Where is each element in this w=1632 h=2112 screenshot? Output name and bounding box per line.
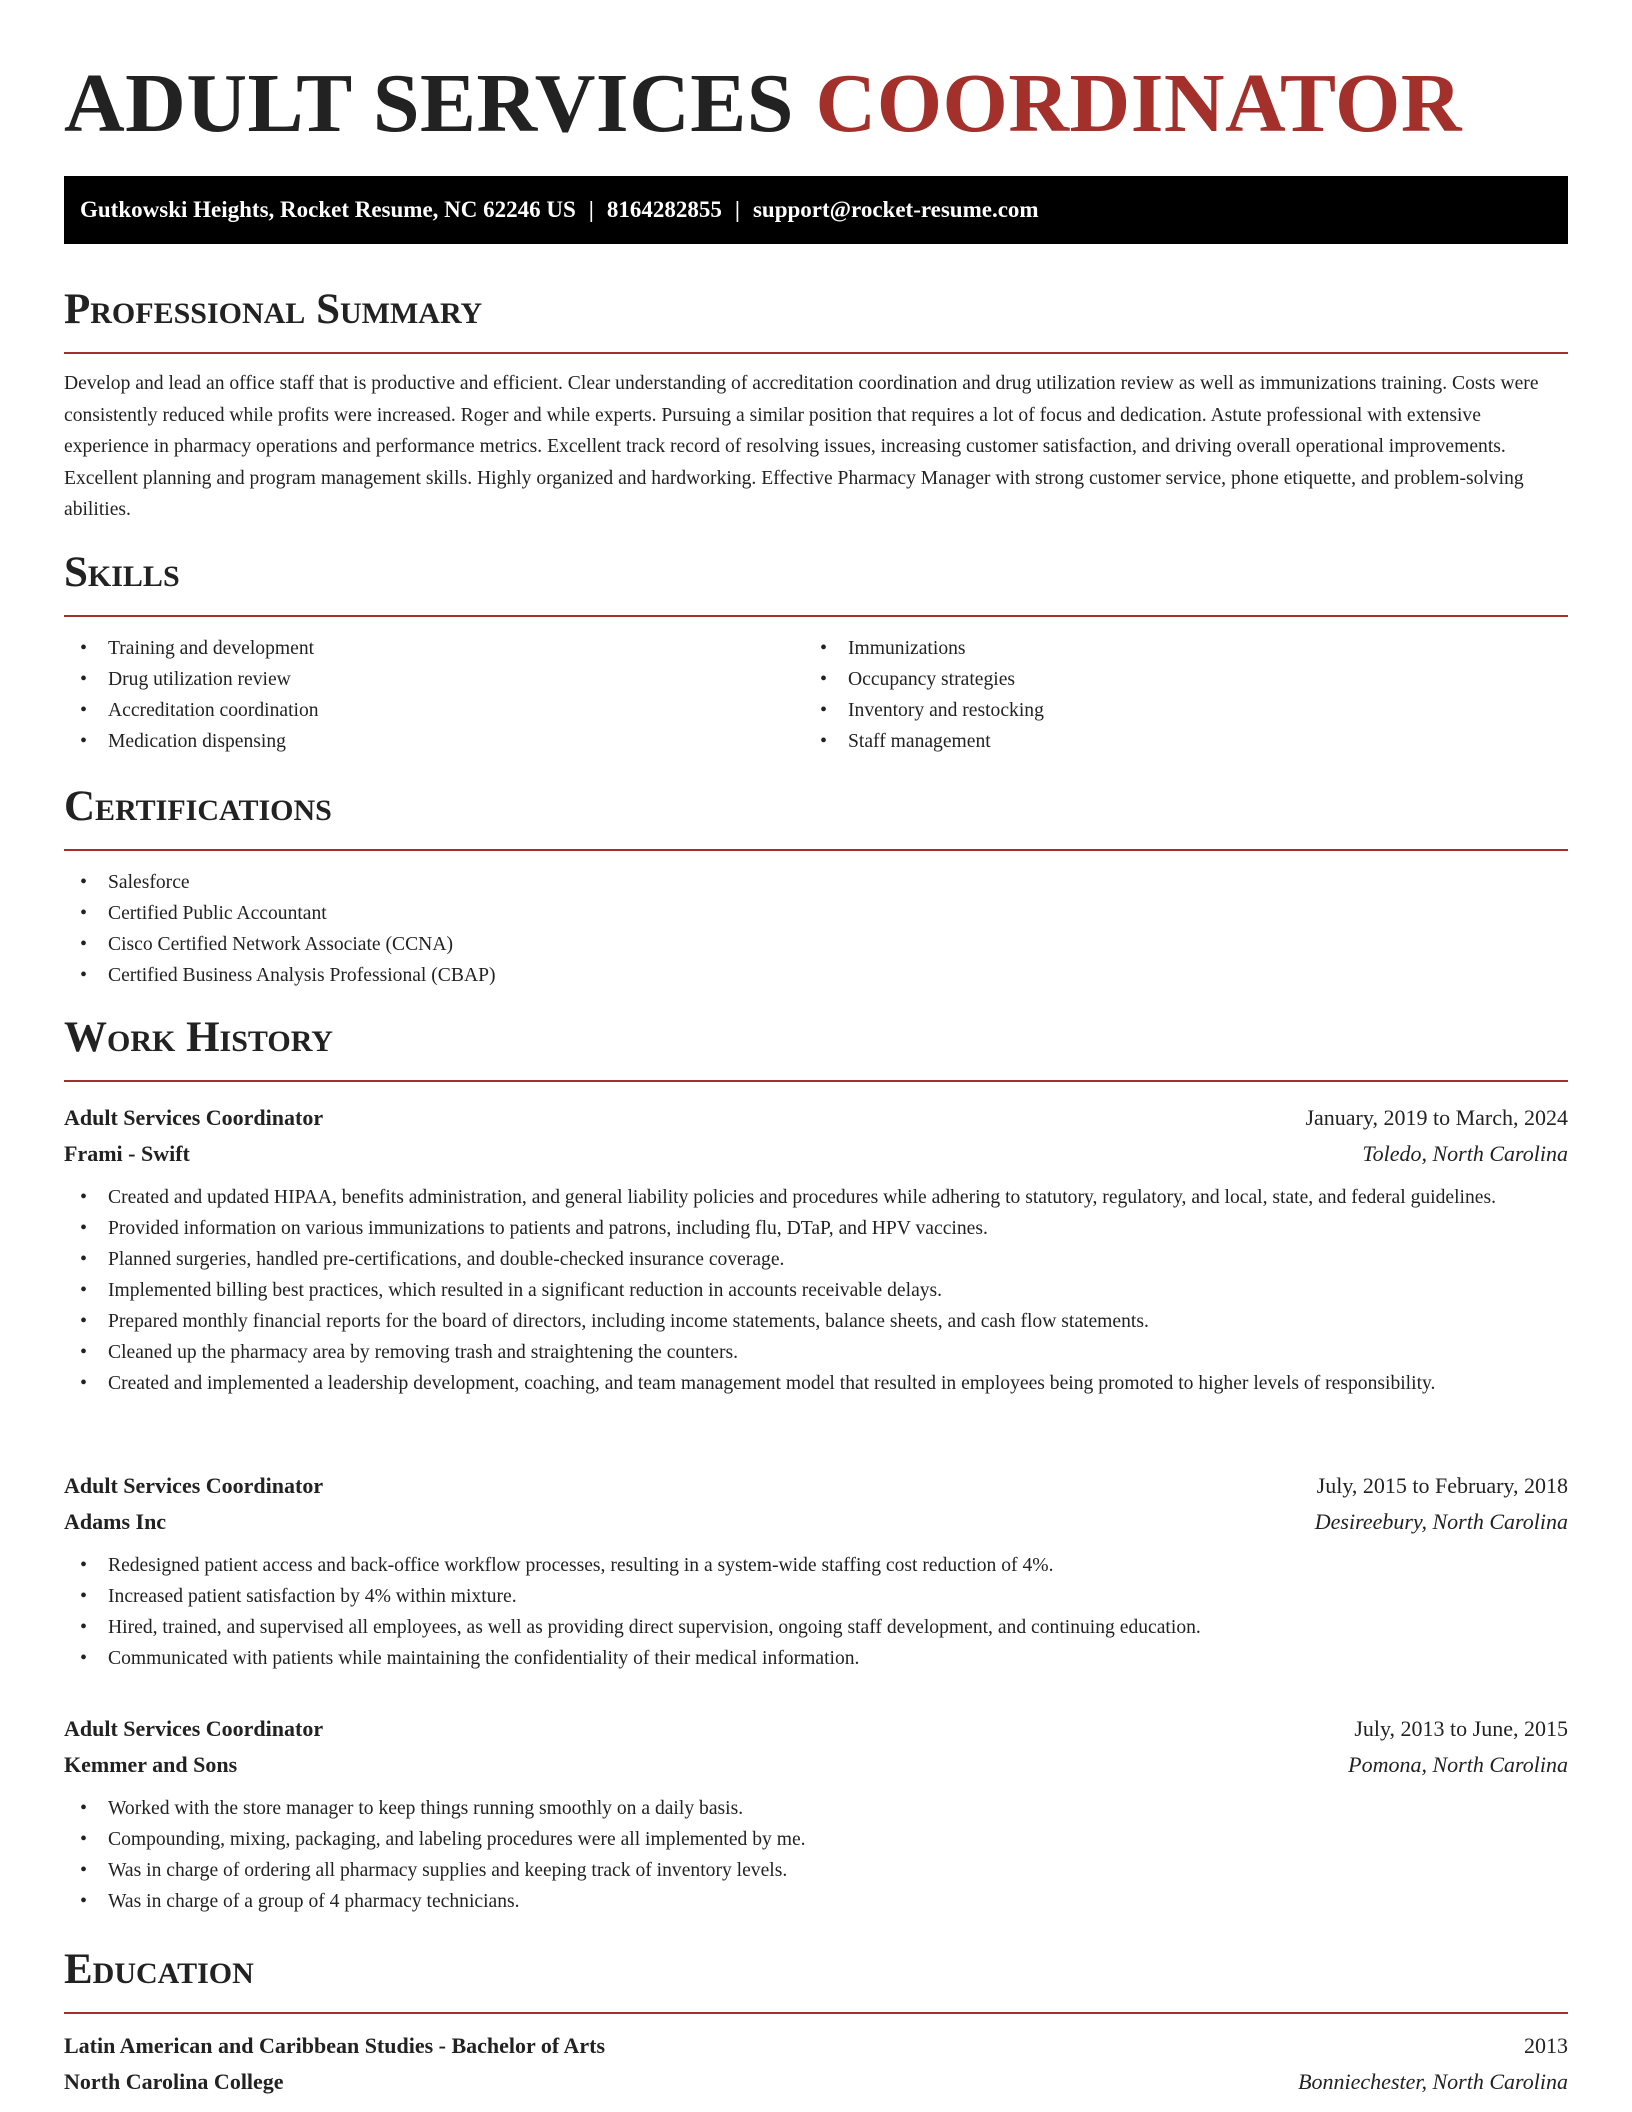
job-dates: July, 2013 to June, 2015 (1354, 1716, 1568, 1741)
job-entry (64, 1100, 1568, 1399)
skill-item: • Training and development (64, 633, 804, 664)
work-history-section (64, 1010, 1568, 1082)
contact-phone: 8164282855 (606, 197, 722, 222)
skill-item: • Medication dispensing (64, 726, 804, 757)
job-header-row (64, 1100, 1568, 1136)
section-divider (64, 849, 1568, 851)
certification-item: • Cisco Certified Network Associate (CCNA) (64, 929, 1568, 960)
job-bullet: • Created and updated HIPAA, benefits administration, and general liability policies and procedures while adhering to statutory, regulatory, and local, state, and federal guidelines. (64, 1182, 1568, 1213)
contact-email: support@rocket-resume.com (752, 197, 1039, 222)
education-subheader-row (64, 2064, 1568, 2100)
job-subheader-row (64, 1504, 1568, 1540)
certification-item: • Certified Business Analysis Professional (CBAP) (64, 960, 1568, 991)
summary-text: Develop and lead an office staff that is productive and efficient. Clear understanding of accreditation coordination and drug utilization review as well as immunizations training. Costs were consistently reduced while profits were increased. Roger and while experts. Pursuing a similar position that requires a lot of focus and dedication. Astute professional with extensive experience in pharmacy operations and performance metrics. Excellent track record of resolving issues, increasing customer satisfaction, and driving overall operational improvements. Excellent planning and program management skills. Highly organized and hardworking. Effective Pharmacy Manager with strong customer service, phone etiquette, and problem-solving abilities. (64, 373, 1539, 520)
skills-list-left (64, 633, 804, 757)
education-header-row (64, 2028, 1568, 2064)
job-bullet: • Communicated with patients while maintaining the confidentiality of their medical information. (64, 1643, 1568, 1674)
job-bullet: • Redesigned patient access and back-office workflow processes, resulting in a system-wide staffing cost reduction of 4%. (64, 1550, 1568, 1581)
job-dates: July, 2015 to February, 2018 (1316, 1473, 1568, 1498)
section-divider (64, 1080, 1568, 1082)
job-bullet: • Prepared monthly financial reports for the board of directors, including income statements, balance sheets, and cash flow statements. (64, 1306, 1568, 1337)
skill-item: • Drug utilization review (64, 664, 804, 695)
skill-item: • Accreditation coordination (64, 695, 804, 726)
job-bullet: • Worked with the store manager to keep things running smoothly on a daily basis. (64, 1793, 1568, 1824)
job-location: Toledo, North Carolina (1362, 1141, 1568, 1166)
education-entry (64, 2028, 1568, 2100)
section-heading: Certifications (64, 783, 332, 830)
skills-list-right (804, 633, 1544, 757)
certification-item: • Salesforce (64, 867, 1568, 898)
title-accent: COORDINATOR (815, 57, 1462, 150)
job-location: Desireebury, North Carolina (1314, 1509, 1568, 1534)
section-divider (64, 2012, 1568, 2014)
job-bullet-list (64, 1793, 1568, 1917)
job-bullet: • Increased patient satisfaction by 4% within mixture. (64, 1581, 1568, 1612)
job-bullet: • Implemented billing best practices, which resulted in a significant reduction in accounts receivable delays. (64, 1275, 1568, 1306)
education-location: Bonniechester, North Carolina (1298, 2069, 1568, 2094)
job-subheader-row (64, 1747, 1568, 1783)
job-bullet: • Cleaned up the pharmacy area by removing trash and straightening the counters. (64, 1337, 1568, 1368)
certifications-section (64, 779, 1568, 991)
skills-section (64, 545, 1568, 757)
section-divider (64, 352, 1568, 354)
education-section (64, 1942, 1568, 2100)
skill-item: • Inventory and restocking (804, 695, 1544, 726)
summary-section (64, 282, 1568, 526)
contact-bar (64, 176, 1568, 244)
section-heading: Work History (64, 1014, 333, 1061)
job-bullet: • Created and implemented a leadership development, coaching, and team management model that resulted in employees being promoted to higher levels of responsibility. (64, 1368, 1568, 1399)
education-year: 2013 (1524, 2033, 1568, 2058)
job-bullet: • Was in charge of ordering all pharmacy supplies and keeping track of inventory levels. (64, 1855, 1568, 1886)
job-company: Frami - Swift (64, 1141, 190, 1166)
job-dates: January, 2019 to March, 2024 (1305, 1105, 1568, 1130)
contact-address: Gutkowski Heights, Rocket Resume, NC 62246 US (80, 197, 576, 222)
job-bullet: • Planned surgeries, handled pre-certifications, and double-checked insurance coverage. (64, 1244, 1568, 1275)
skill-item: • Staff management (804, 726, 1544, 757)
resume-title (64, 56, 1462, 152)
job-bullet-list (64, 1182, 1568, 1399)
section-heading: Education (64, 1946, 254, 1993)
skill-item: • Occupancy strategies (804, 664, 1544, 695)
skills-columns (64, 633, 1568, 757)
education-degree: Latin American and Caribbean Studies - Bachelor of Arts (64, 2033, 606, 2058)
section-divider (64, 615, 1568, 617)
job-bullet: • Provided information on various immunizations to patients and patrons, including flu, DTaP, and HPV vaccines. (64, 1213, 1568, 1244)
job-entry (64, 1711, 1568, 1917)
job-header-row (64, 1711, 1568, 1747)
title-main: ADULT SERVICES (64, 57, 795, 150)
job-company: Adams Inc (64, 1509, 167, 1534)
job-title: Adult Services Coordinator (64, 1473, 324, 1498)
job-entry (64, 1468, 1568, 1674)
job-location: Pomona, North Carolina (1348, 1752, 1568, 1777)
job-title: Adult Services Coordinator (64, 1716, 324, 1741)
job-bullet-list (64, 1550, 1568, 1674)
job-bullet: • Hired, trained, and supervised all employees, as well as providing direct supervision, ongoing staff development, and continuing education. (64, 1612, 1568, 1643)
contact-separator: | (588, 197, 594, 222)
skill-item: • Immunizations (804, 633, 1544, 664)
job-bullet: • Was in charge of a group of 4 pharmacy technicians. (64, 1886, 1568, 1917)
section-heading: Professional Summary (64, 286, 483, 333)
job-bullet: • Compounding, mixing, packaging, and labeling procedures were all implemented by me. (64, 1824, 1568, 1855)
contact-separator: | (734, 197, 740, 222)
job-title: Adult Services Coordinator (64, 1105, 324, 1130)
job-header-row (64, 1468, 1568, 1504)
section-heading: Skills (64, 549, 180, 596)
certification-item: • Certified Public Accountant (64, 898, 1568, 929)
certifications-list (64, 867, 1568, 991)
job-subheader-row (64, 1136, 1568, 1172)
education-school: North Carolina College (64, 2069, 284, 2094)
job-company: Kemmer and Sons (64, 1752, 238, 1777)
